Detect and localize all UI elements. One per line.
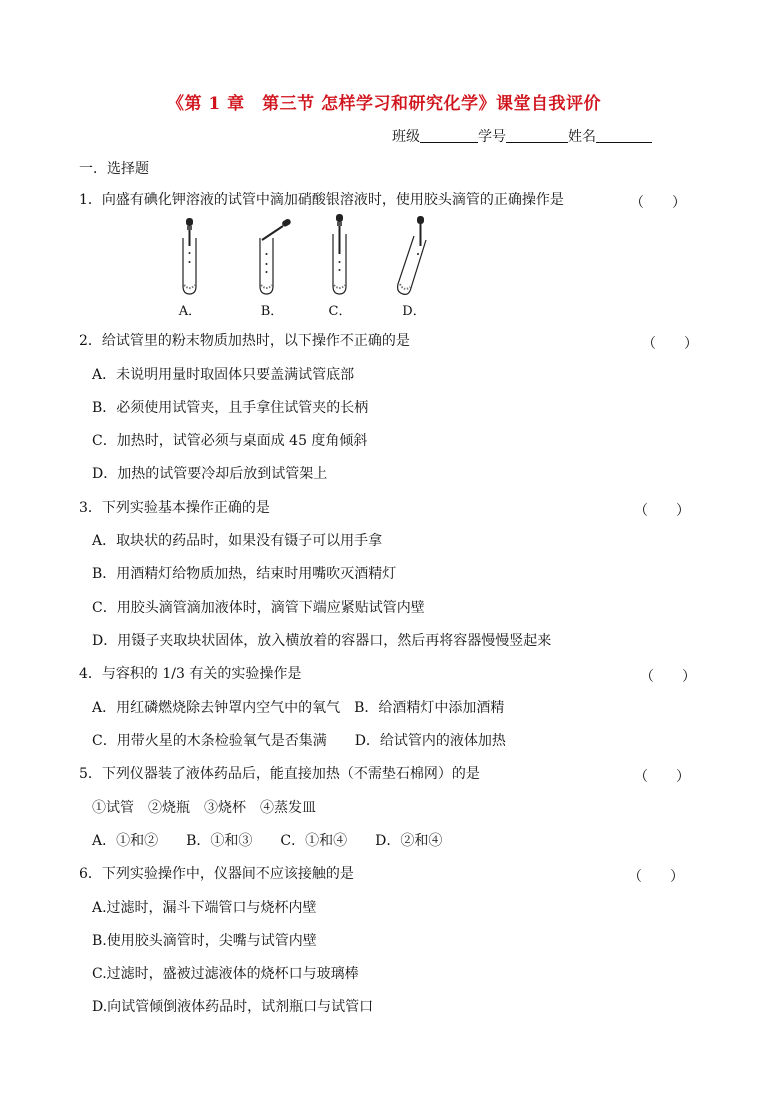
question-1-stem: 1．向盛有碘化钾溶液的试管中滴加硝酸银溶液时，使用胶头滴管的正确操作是	[79, 192, 564, 208]
question-5-options[interactable]: A．①和② B．①和③ C．①和④ D．②和④	[92, 833, 443, 849]
question-4-answer-paren: （ ）	[640, 669, 696, 685]
question-2-option-c[interactable]: C．加热时，试管必须与桌面成 45 度角倾斜	[92, 433, 368, 449]
question-2-option-a[interactable]: A．未说明用量时取固体只要盖满试管底部	[92, 367, 355, 383]
question-6-option-a[interactable]: A.过滤时，漏斗下端管口与烧杯内壁	[92, 900, 317, 916]
dropper-tilted-on-tube-icon	[246, 212, 298, 298]
question-2-answer-paren: （ ）	[642, 336, 698, 352]
question-2-stem: 2．给试管里的粉末物质加热时，以下操作不正确的是	[79, 333, 410, 349]
page-title: 《第 1 章 第三节 怎样学习和研究化学》课堂自我评价	[166, 94, 602, 114]
figure-a-label: A．	[178, 304, 202, 319]
figure-b	[246, 212, 298, 318]
name-blank[interactable]	[596, 128, 652, 143]
question-3-stem: 3．下列实验基本操作正确的是	[79, 500, 270, 516]
question-4-options-ab[interactable]: A．用红磷燃烧除去钟罩内空气中的氧气 B．给酒精灯中添加酒精	[92, 700, 505, 716]
question-5-stem: 5．下列仪器装了液体药品后，能直接加热（不需垫石棉网）的是	[79, 766, 480, 782]
question-6-option-b[interactable]: B.使用胶头滴管时，尖嘴与试管内壁	[92, 933, 317, 949]
question-6-stem: 6．下列实验操作中，仪器间不应该接触的是	[79, 866, 354, 882]
question-1-answer-paren: （ ）	[630, 195, 686, 211]
question-3-option-d[interactable]: D．用镊子夹取块状固体，放入横放着的容器口，然后再将容器慢慢竖起来	[92, 633, 552, 649]
figure-d-label: D．	[402, 304, 426, 319]
name-label: 姓名	[568, 129, 596, 145]
question-6-answer-paren: （ ）	[628, 869, 684, 885]
class-label: 班级	[392, 129, 420, 145]
dropper-inserted-in-tube-icon	[320, 212, 360, 298]
question-6-option-c[interactable]: C.过滤时，盛被过滤液体的烧杯口与玻璃棒	[92, 966, 359, 982]
figure-c-label: C．	[328, 304, 352, 319]
figure-c	[320, 212, 360, 318]
question-5-items: ①试管 ②烧瓶 ③烧杯 ④蒸发皿	[92, 800, 316, 816]
student-info	[392, 126, 652, 146]
question-2-option-b[interactable]: B．必须使用试管夹，且手拿住试管夹的长柄	[92, 400, 369, 416]
number-label: 学号	[478, 129, 506, 145]
dropper-into-tilted-tube-icon	[388, 212, 440, 298]
figure-d	[388, 212, 440, 318]
question-6-option-d[interactable]: D.向试管倾倒液体药品时，试剂瓶口与试管口	[92, 999, 374, 1015]
section-heading: 一．选择题	[79, 161, 149, 177]
question-4-stem: 4．与容积的 1/3 有关的实验操作是	[79, 666, 302, 682]
question-3-answer-paren: （ ）	[634, 503, 690, 519]
number-blank[interactable]	[506, 128, 568, 143]
question-3-option-b[interactable]: B．用酒精灯给物质加热，结束时用嘴吹灭酒精灯	[92, 566, 397, 582]
question-1-figures	[170, 212, 440, 318]
figure-a	[170, 212, 210, 318]
dropper-vertical-above-tube-icon	[170, 212, 210, 298]
question-4-options-cd[interactable]: C．用带火星的木条检验氧气是否集满 D．给试管内的液体加热	[92, 733, 506, 749]
question-5-answer-paren: （ ）	[634, 769, 690, 785]
class-blank[interactable]	[420, 128, 478, 143]
question-3-option-a[interactable]: A．取块状的药品时，如果没有镊子可以用手拿	[92, 533, 383, 549]
question-3-option-c[interactable]: C．用胶头滴管滴加液体时，滴管下端应紧贴试管内壁	[92, 600, 425, 616]
figure-b-label: B．	[260, 304, 284, 319]
question-2-option-d[interactable]: D．加热的试管要冷却后放到试管架上	[92, 466, 328, 482]
